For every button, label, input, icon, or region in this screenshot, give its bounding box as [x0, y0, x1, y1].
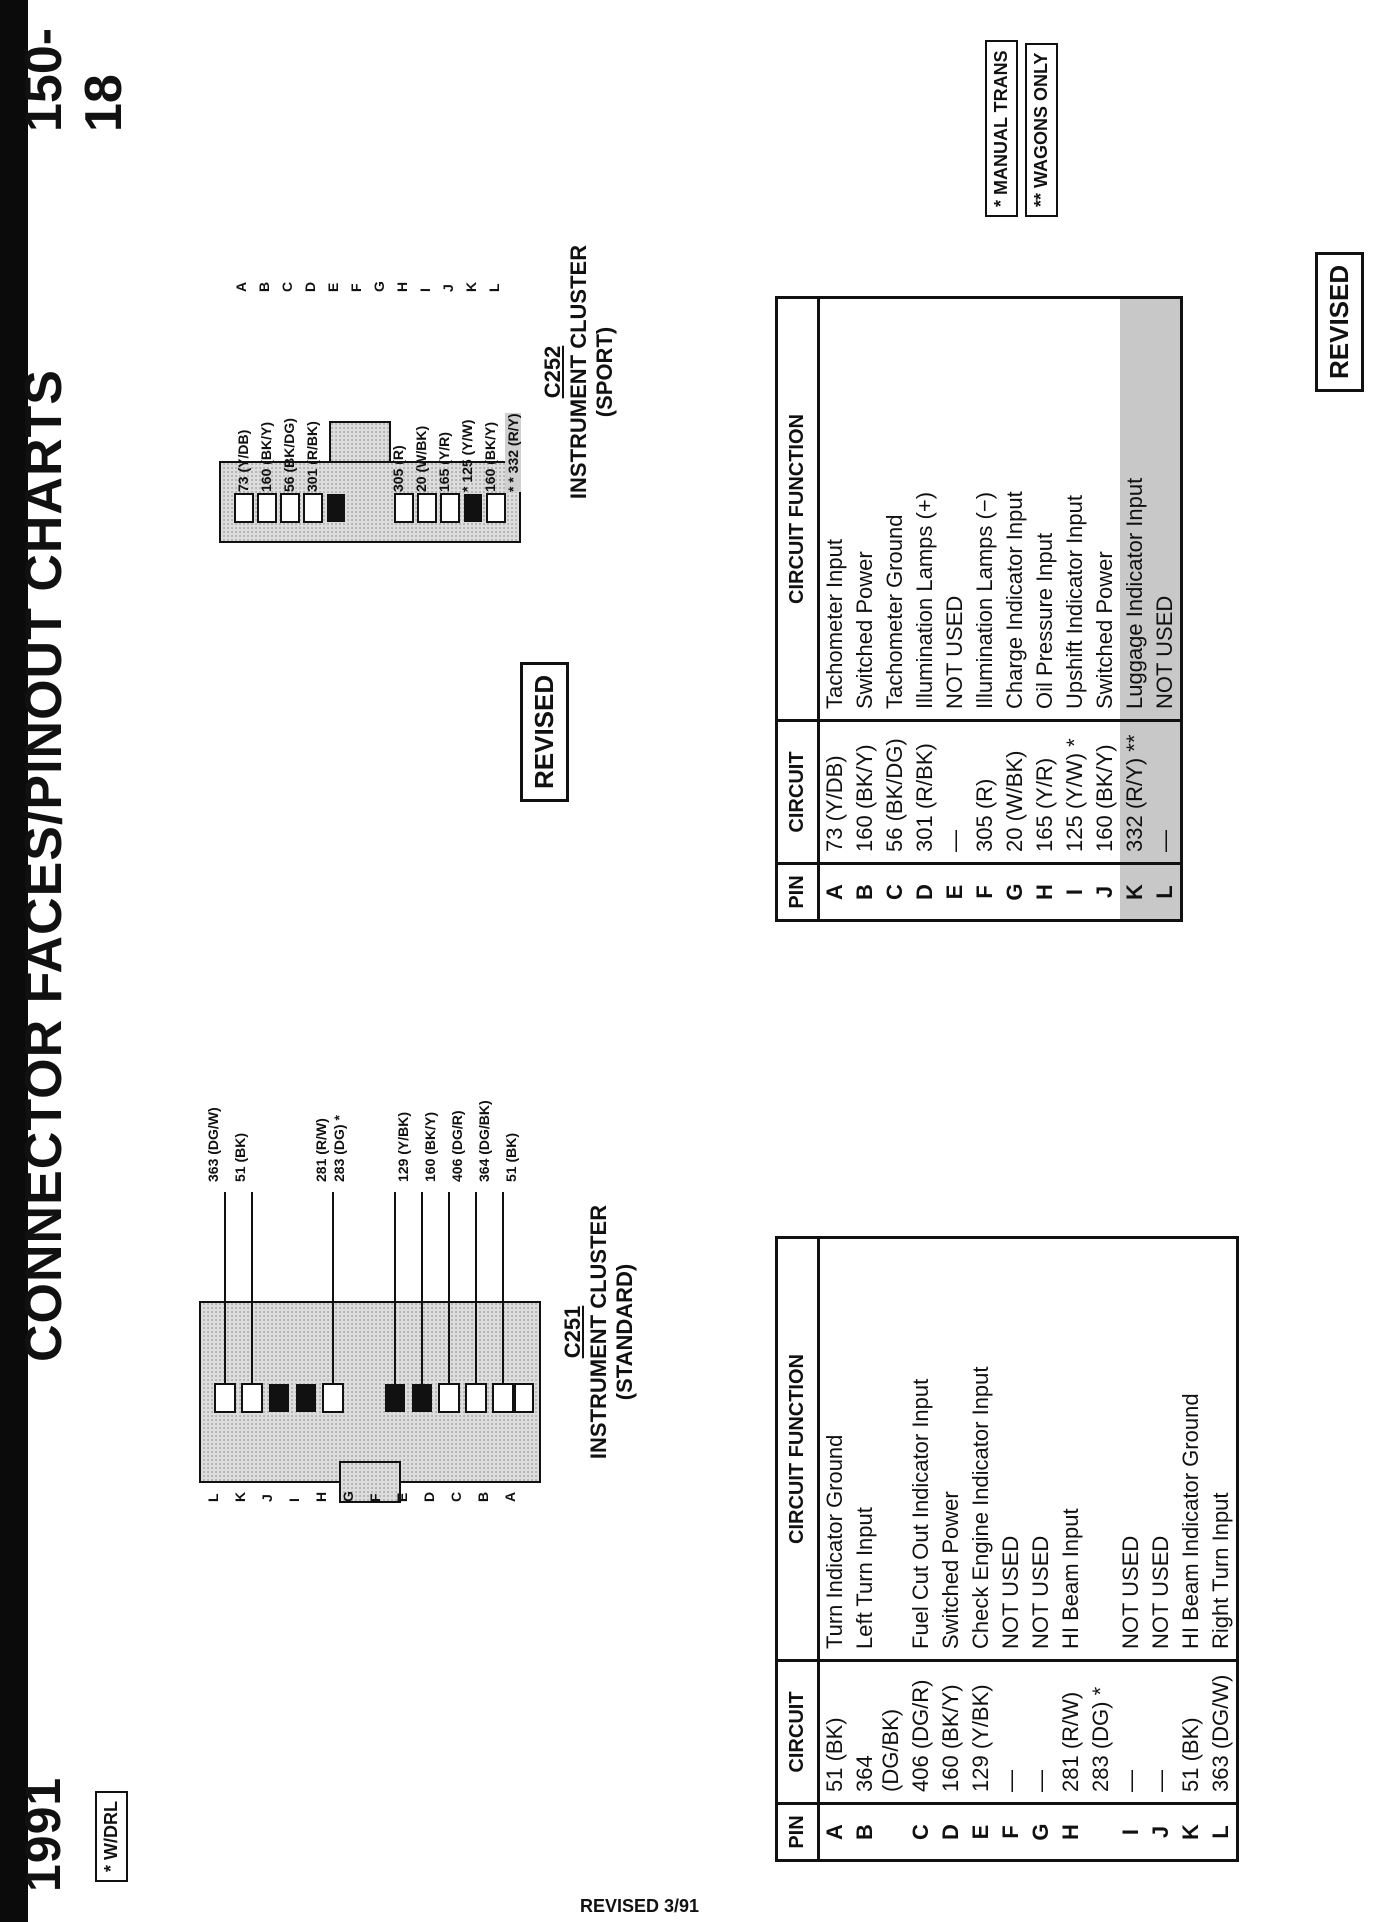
c252-letter: J	[440, 284, 456, 292]
table-row	[819, 1238, 851, 1861]
c251-letter: F	[367, 1493, 383, 1502]
circuit-cell: 160 (BK/Y)	[936, 1661, 966, 1804]
page-year: 1991	[15, 1776, 71, 1892]
pin-cell: B	[850, 1804, 906, 1861]
pin-cell: A	[819, 1804, 851, 1861]
c251-wire-6: 160 (BK/Y)	[422, 1111, 438, 1182]
circuit-cell: —	[1116, 1661, 1146, 1804]
pin-cell: H	[1056, 1804, 1086, 1861]
pin-cell: K	[1120, 864, 1150, 921]
function-cell: Tachometer Input	[819, 298, 851, 721]
function-cell: Switched Power	[1090, 298, 1120, 721]
revised-stamp-diagram: REVISED	[520, 662, 569, 802]
function-cell: Illumination Lamps (−)	[970, 298, 1000, 721]
pin-cell: I	[1116, 1804, 1146, 1861]
table-row	[1146, 1238, 1176, 1861]
pin-cell: L	[1150, 864, 1182, 921]
c251-letter: D	[421, 1491, 437, 1502]
circuit-cell: —	[1026, 1661, 1056, 1804]
c252-letter: C	[279, 281, 295, 292]
circuit-header: CIRCUIT	[777, 721, 819, 864]
circuit-cell: 73 (Y/DB)	[819, 721, 851, 864]
table-row	[966, 1238, 996, 1861]
table-row	[1000, 298, 1030, 921]
table-row	[850, 1238, 906, 1861]
c252-wire-6: 20 (W/BK)	[413, 425, 429, 492]
function-header: CIRCUIT FUNCTION	[777, 1238, 819, 1661]
c252-letter: L	[486, 283, 502, 292]
c252-title	[540, 212, 618, 532]
c251-connector-face	[190, 1162, 550, 1522]
c252-wire-3: 56 (BK/DG)	[281, 418, 297, 492]
function-cell: NOT USED	[1146, 1238, 1176, 1661]
note-wagons-only: ** WAGONS ONLY	[1025, 43, 1058, 217]
c251-letter: L	[205, 1493, 221, 1502]
circuit-cell: 332 (R/Y) **	[1120, 721, 1150, 864]
c252-letter: A	[233, 281, 249, 292]
circuit-cell: —	[1146, 1661, 1176, 1804]
table-row	[1030, 298, 1060, 921]
pin-cell: J	[1090, 864, 1120, 921]
table-row	[1120, 298, 1150, 921]
function-cell: NOT USED	[1116, 1238, 1146, 1661]
circuit-cell: —	[996, 1661, 1026, 1804]
function-cell: Illumination Lamps (+)	[910, 298, 940, 721]
pin-cell: J	[1146, 1804, 1176, 1861]
pin-cell: C	[880, 864, 910, 921]
c251-pin-letters	[200, 1491, 524, 1502]
function-cell: Upshift Indicator Input	[1060, 298, 1090, 721]
table-row	[1090, 298, 1120, 921]
pin-cell: K	[1176, 1804, 1206, 1861]
table-row	[1206, 1238, 1238, 1861]
c252-name: INSTRUMENT CLUSTER	[566, 244, 591, 500]
function-cell: HI Beam Input	[1056, 1238, 1086, 1661]
circuit-cell: 364 (DG/BK)	[850, 1661, 906, 1804]
circuit-cell: 281 (R/W)	[1056, 1661, 1086, 1804]
circuit-cell: 56 (BK/DG)	[880, 721, 910, 864]
pin-cell: C	[906, 1804, 936, 1861]
circuit-cell: 165 (Y/R)	[1030, 721, 1060, 864]
pin-cell: D	[936, 1804, 966, 1861]
c251-code: C251	[560, 1305, 585, 1359]
pin-cell: L	[1206, 1804, 1238, 1861]
c252-pin-letters	[230, 281, 506, 292]
circuit-cell: 160 (BK/Y)	[1090, 721, 1120, 864]
function-cell: NOT USED	[1026, 1238, 1056, 1661]
c251-letter: K	[232, 1491, 248, 1502]
c252-wire-8: * 125 (Y/W)	[459, 419, 475, 492]
c252-letter: K	[463, 281, 479, 292]
table-row	[1150, 298, 1182, 921]
c252-wire-2: 160 (BK/Y)	[258, 421, 274, 492]
c251-table-header	[777, 1238, 819, 1861]
pin-cell: E	[940, 864, 970, 921]
c251-letter: E	[394, 1492, 410, 1502]
c251-letter: H	[313, 1491, 329, 1502]
c251-letter: I	[286, 1498, 302, 1502]
circuit-cell: 51 (BK)	[1176, 1661, 1206, 1804]
function-cell: NOT USED	[940, 298, 970, 721]
circuit-cell: 301 (R/BK)	[910, 721, 940, 864]
c251-wire-4: 283 (DG) *	[331, 1115, 347, 1182]
pin-cell: A	[819, 864, 851, 921]
table-row	[910, 298, 940, 921]
page-number: 150-18	[15, 27, 133, 132]
c251-wire-1: 363 (DG/W)	[205, 1107, 221, 1182]
c252-wire-9: 160 (BK/Y)	[482, 421, 498, 492]
table-row	[970, 298, 1000, 921]
function-cell: Tachometer Ground	[880, 298, 910, 721]
pin-header: PIN	[777, 864, 819, 921]
table-row	[906, 1238, 936, 1861]
c252-wire-10: * * 332 (R/Y)	[505, 413, 521, 492]
pin-cell: E	[966, 1804, 996, 1861]
c251-wire-3: 281 (R/W)	[313, 1118, 329, 1182]
c252-letter: E	[325, 282, 341, 292]
c252-letter: G	[371, 281, 387, 292]
page-title: CONNECTOR FACES/PINOUT CHARTS	[15, 369, 73, 1362]
c252-letter: F	[348, 283, 364, 292]
function-cell: Switched Power	[850, 298, 880, 721]
circuit-cell: 363 (DG/W)	[1206, 1661, 1238, 1804]
function-cell: Turn Indicator Ground	[819, 1238, 851, 1661]
table-row	[880, 298, 910, 921]
table-row	[1056, 1238, 1086, 1861]
function-header: CIRCUIT FUNCTION	[777, 298, 819, 721]
table-row	[819, 298, 851, 921]
c252-connector-face	[210, 262, 530, 562]
c252-variant: (SPORT)	[592, 326, 617, 418]
pin-cell: I	[1060, 864, 1090, 921]
table-row	[996, 1238, 1026, 1861]
c251-letter: C	[448, 1491, 464, 1502]
circuit-cell: 51 (BK)	[819, 1661, 851, 1804]
c251-letter: A	[502, 1491, 518, 1502]
c251-name: INSTRUMENT CLUSTER	[586, 1204, 611, 1460]
table-row	[936, 1238, 966, 1861]
c252-letter: H	[394, 281, 410, 292]
pin-cell: H	[1030, 864, 1060, 921]
function-cell: HI Beam Indicator Ground	[1176, 1238, 1206, 1661]
circuit-cell: 406 (DG/R)	[906, 1661, 936, 1804]
c251-wire-9: 51 (BK)	[503, 1132, 519, 1182]
pin-cell: G	[1026, 1804, 1056, 1861]
table-row	[940, 298, 970, 921]
c251-letter: J	[259, 1494, 275, 1502]
pin-cell: F	[970, 864, 1000, 921]
c251-wire-2: 51 (BK)	[232, 1132, 248, 1182]
pin-header: PIN	[777, 1804, 819, 1861]
function-cell: Luggage Indicator Input	[1120, 298, 1150, 721]
table-row	[1086, 1238, 1116, 1861]
c251-wire-7: 406 (DG/R)	[449, 1110, 465, 1182]
footer-revised: REVISED 3/91	[580, 1896, 700, 1916]
c252-pinout-table	[775, 296, 1183, 922]
function-cell	[1086, 1238, 1116, 1661]
revised-stamp-table: REVISED	[1315, 252, 1364, 392]
c251-variant: (STANDARD)	[612, 1263, 637, 1401]
c251-wire-8: 364 (DG/BK)	[476, 1100, 492, 1182]
table-row	[850, 298, 880, 921]
table-row	[1176, 1238, 1206, 1861]
circuit-cell: 160 (BK/Y)	[850, 721, 880, 864]
circuit-cell: 305 (R)	[970, 721, 1000, 864]
c252-code: C252	[540, 345, 565, 399]
pin-cell: B	[850, 864, 880, 921]
function-cell: Right Turn Input	[1206, 1238, 1238, 1661]
function-cell: NOT USED	[1150, 298, 1182, 721]
c252-wire-4: 301 (R/BK)	[304, 421, 320, 492]
pin-cell: G	[1000, 864, 1030, 921]
pin-cell	[1086, 1804, 1116, 1861]
c252-letter: D	[302, 281, 318, 292]
c251-letter: B	[475, 1491, 491, 1502]
table-row	[1116, 1238, 1146, 1861]
function-cell: Check Engine Indicator Input	[966, 1238, 996, 1661]
pin-cell: D	[910, 864, 940, 921]
function-cell: NOT USED	[996, 1238, 1026, 1661]
circuit-cell: 283 (DG) *	[1086, 1661, 1116, 1804]
c251-wire-5: 129 (Y/BK)	[395, 1111, 411, 1182]
function-cell: Charge Indicator Input	[1000, 298, 1030, 721]
circuit-cell: 20 (W/BK)	[1000, 721, 1030, 864]
c252-wire-5: 305 (R)	[390, 445, 406, 492]
circuit-header: CIRCUIT	[777, 1661, 819, 1804]
c251-letter: G	[340, 1491, 356, 1502]
c252-wire-1: 73 (Y/DB)	[235, 429, 251, 492]
function-cell: Left Turn Input	[850, 1238, 906, 1661]
circuit-cell: —	[1150, 721, 1182, 864]
c252-table-header	[777, 298, 819, 921]
circuit-cell: 129 (Y/BK)	[966, 1661, 996, 1804]
c252-wire-7: 165 (Y/R)	[436, 432, 452, 492]
c251-title	[560, 1172, 638, 1492]
circuit-cell: —	[940, 721, 970, 864]
function-cell: Switched Power	[936, 1238, 966, 1661]
c251-pinout-table	[775, 1236, 1239, 1862]
circuit-cell: 125 (Y/W) *	[1060, 721, 1090, 864]
pin-cell: F	[996, 1804, 1026, 1861]
note-wdrl: * W/DRL	[95, 1791, 128, 1882]
function-cell: Oil Pressure Input	[1030, 298, 1060, 721]
function-cell: Fuel Cut Out Indicator Input	[906, 1238, 936, 1661]
table-row	[1026, 1238, 1056, 1861]
c252-letter: B	[256, 281, 272, 292]
table-row	[1060, 298, 1090, 921]
c252-letter: I	[417, 288, 433, 292]
note-manual-trans: * MANUAL TRANS	[985, 40, 1018, 217]
